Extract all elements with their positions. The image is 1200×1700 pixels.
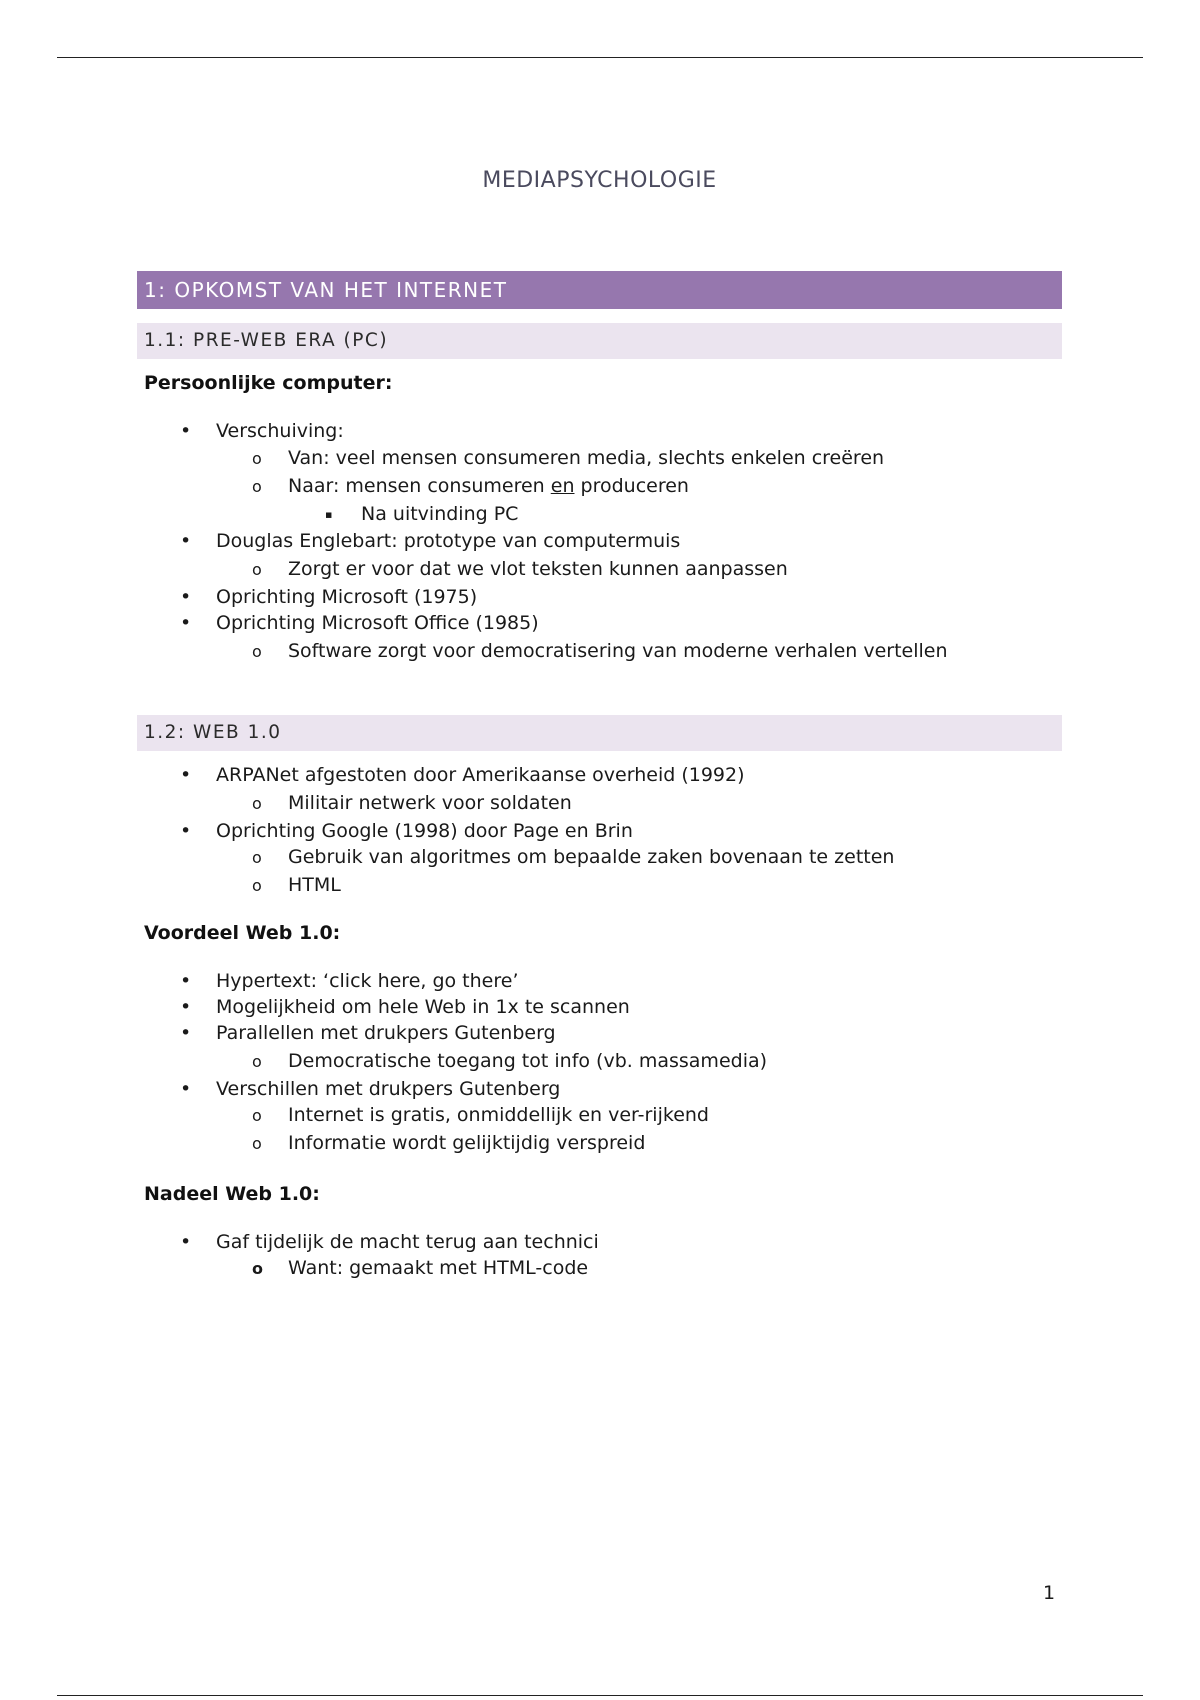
list-item: • Douglas Englebart: prototype van computermuis [180, 530, 681, 552]
circle-bullet-icon: o [252, 876, 262, 895]
list-item: o Internet is gratis, onmiddellijk en ver-rijkend [252, 1104, 709, 1126]
list-item: o Zorgt er voor dat we vlot teksten kunnen aanpassen [252, 558, 788, 580]
list-item: • ARPANet afgestoten door Amerikaanse overheid (1992) [180, 764, 745, 786]
list-item: • Verschillen met drukpers Gutenberg [180, 1078, 561, 1100]
bullet-icon: • [180, 612, 192, 634]
circle-bullet-icon: o [252, 848, 262, 867]
bullet-icon: • [180, 1078, 192, 1100]
list-item: o Militair netwerk voor soldaten [252, 792, 572, 814]
list-item: ▪ Na uitvinding PC [325, 503, 519, 525]
bullet-icon: • [180, 996, 192, 1018]
bullet-icon: • [180, 970, 192, 992]
heading-1-opkomst: 1: OPKOMST VAN HET INTERNET [137, 271, 1062, 309]
list-item: o Naar: mensen consumeren en produceren [252, 475, 689, 497]
list-item: • Verschuiving: [180, 420, 344, 442]
circle-bullet-icon: o [252, 477, 262, 496]
square-bullet-icon: ▪ [325, 508, 333, 521]
header-rule [57, 57, 1143, 58]
bullet-icon: • [180, 586, 192, 608]
list-item: • Oprichting Microsoft Office (1985) [180, 612, 539, 634]
circle-bullet-icon: o [252, 1052, 262, 1071]
list-item: o Van: veel mensen consumeren media, slechts enkelen creëren [252, 447, 885, 469]
circle-bullet-icon: o [252, 794, 262, 813]
label-nadeel-web: Nadeel Web 1.0: [144, 1183, 320, 1205]
list-item: • Mogelijkheid om hele Web in 1x te scannen [180, 996, 630, 1018]
circle-bullet-icon: o [252, 1134, 262, 1153]
list-item: • Gaf tijdelijk de macht terug aan technici [180, 1231, 599, 1253]
bullet-icon: • [180, 1022, 192, 1044]
circle-bullet-icon: o [252, 560, 262, 579]
circle-bullet-icon: o [252, 1259, 263, 1278]
footer-rule [57, 1695, 1143, 1696]
list-item: o Gebruik van algoritmes om bepaalde zaken bovenaan te zetten [252, 846, 895, 868]
bullet-icon: • [180, 530, 192, 552]
list-item: • Oprichting Google (1998) door Page en Brin [180, 820, 633, 842]
list-item: • Oprichting Microsoft (1975) [180, 586, 478, 608]
heading-1-1-pre-web: 1.1: PRE-WEB ERA (PC) [137, 323, 1062, 359]
bullet-icon: • [180, 420, 192, 442]
list-item: o HTML [252, 874, 341, 896]
circle-bullet-icon: o [252, 642, 262, 661]
heading-1-2-web: 1.2: WEB 1.0 [137, 715, 1062, 751]
list-item: o Want: gemaakt met HTML-code [252, 1257, 589, 1279]
bullet-icon: • [180, 764, 192, 786]
bullet-icon: • [180, 820, 192, 842]
circle-bullet-icon: o [252, 1106, 262, 1125]
list-item: o Software zorgt voor democratisering van moderne verhalen vertellen [252, 640, 948, 662]
document-title: MEDIAPSYCHOLOGIE [482, 168, 717, 193]
list-item: o Informatie wordt gelijktijdig verspreid [252, 1132, 646, 1154]
label-voordeel-web: Voordeel Web 1.0: [144, 922, 341, 944]
page-number: 1 [1043, 1582, 1056, 1604]
list-item: o Democratische toegang tot info (vb. massamedia) [252, 1050, 768, 1072]
list-item: • Hypertext: ‘click here, go there’ [180, 970, 519, 992]
bullet-icon: • [180, 1231, 192, 1253]
label-persoonlijke-computer: Persoonlijke computer: [144, 372, 393, 394]
list-item: • Parallellen met drukpers Gutenberg [180, 1022, 556, 1044]
underlined-word: en [550, 475, 575, 497]
circle-bullet-icon: o [252, 449, 262, 468]
